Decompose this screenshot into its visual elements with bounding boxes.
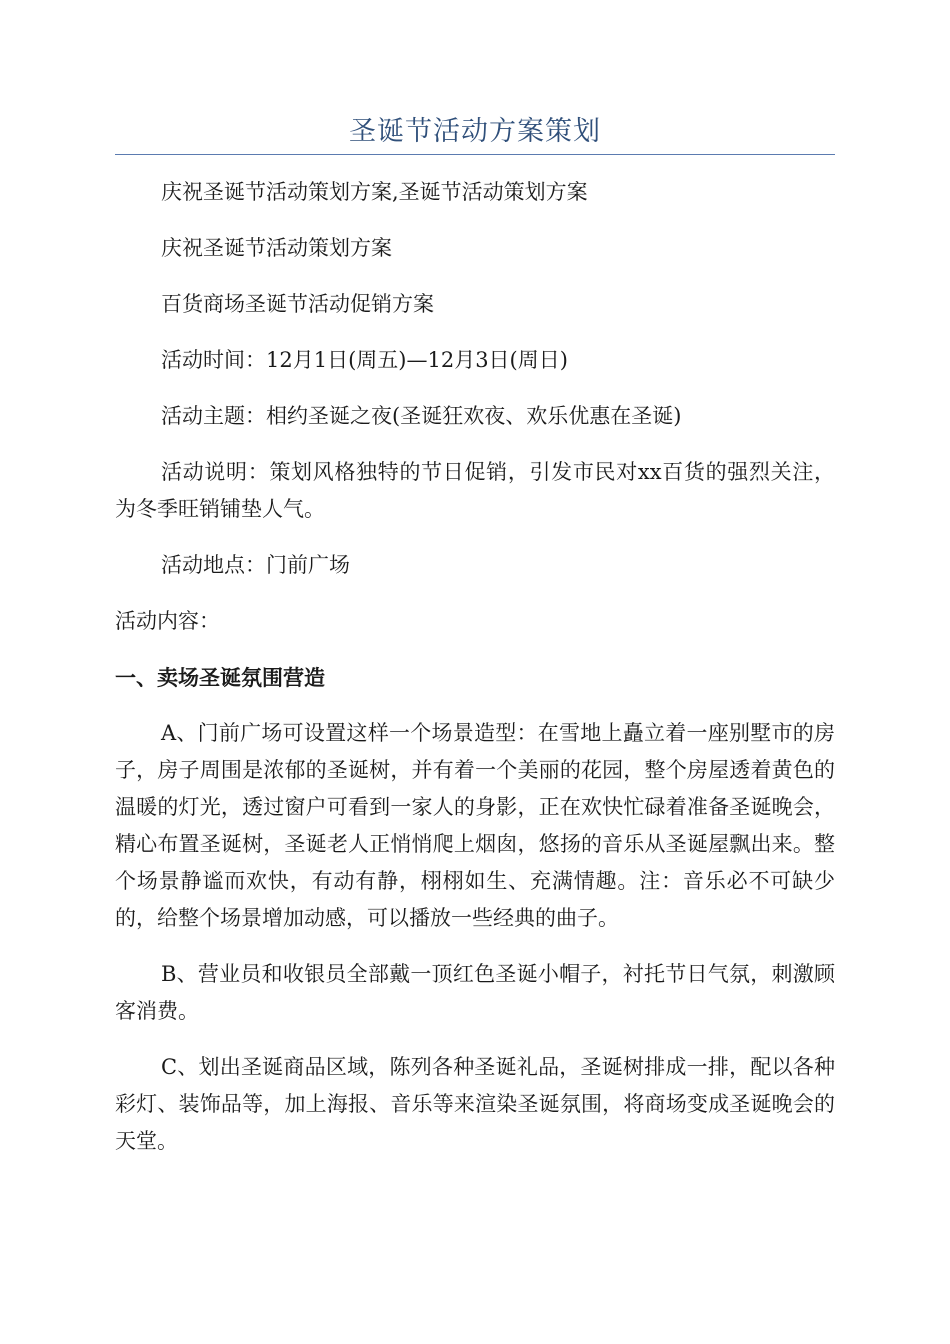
paragraph: A、门前广场可设置这样一个场景造型：在雪地上矗立着一座别墅市的房子，房子周围是浓郁的圣诞树，并有着一个美丽的花园，整个房屋透着黄色的温暖的灯光，透过窗户可看到一家人的身影，正在欢快忙碌着准备圣诞晚会，精心布置圣诞树，圣诞老人正悄悄爬上烟囱，悠扬的音乐从圣诞屋飘出来。整个场景静谧而欢快，有动有静，栩栩如生、充满情趣。注：音乐必不可缺少的，给整个场景增加动感，可以播放一些经典的曲子。 [115, 721, 835, 930]
paragraph: 活动说明：策划风格独特的节日促销，引发市民对xx百货的强烈关注，为冬季旺销铺垫人气。 [115, 460, 835, 521]
paragraph: B、营业员和收银员全部戴一顶红色圣诞小帽子，衬托节日气氛，刺激顾客消费。 [115, 962, 835, 1023]
paragraph: 活动主题：相约圣诞之夜(圣诞狂欢夜、欢乐优惠在圣诞) [161, 404, 682, 428]
document-body [115, 174, 835, 1179]
paragraph: 庆祝圣诞节活动策划方案,圣诞节活动策划方案 [161, 180, 588, 204]
section-label: 活动内容： [115, 609, 220, 633]
paragraph: 百货商场圣诞节活动促销方案 [161, 292, 434, 316]
paragraph: 活动地点：门前广场 [161, 553, 350, 577]
document-title: 圣诞节活动方案策划 [349, 116, 601, 147]
paragraph: 活动时间：12月1日(周五)—12月3日(周日) [161, 348, 568, 372]
section-heading: 一、卖场圣诞氛围营造 [115, 665, 325, 690]
paragraph: 庆祝圣诞节活动策划方案 [161, 236, 392, 260]
title-underline [115, 154, 835, 155]
paragraph: C、划出圣诞商品区域，陈列各种圣诞礼品，圣诞树排成一排，配以各种彩灯、装饰品等，加上海报、音乐等来渲染圣诞氛围，将商场变成圣诞晚会的天堂。 [115, 1055, 835, 1153]
